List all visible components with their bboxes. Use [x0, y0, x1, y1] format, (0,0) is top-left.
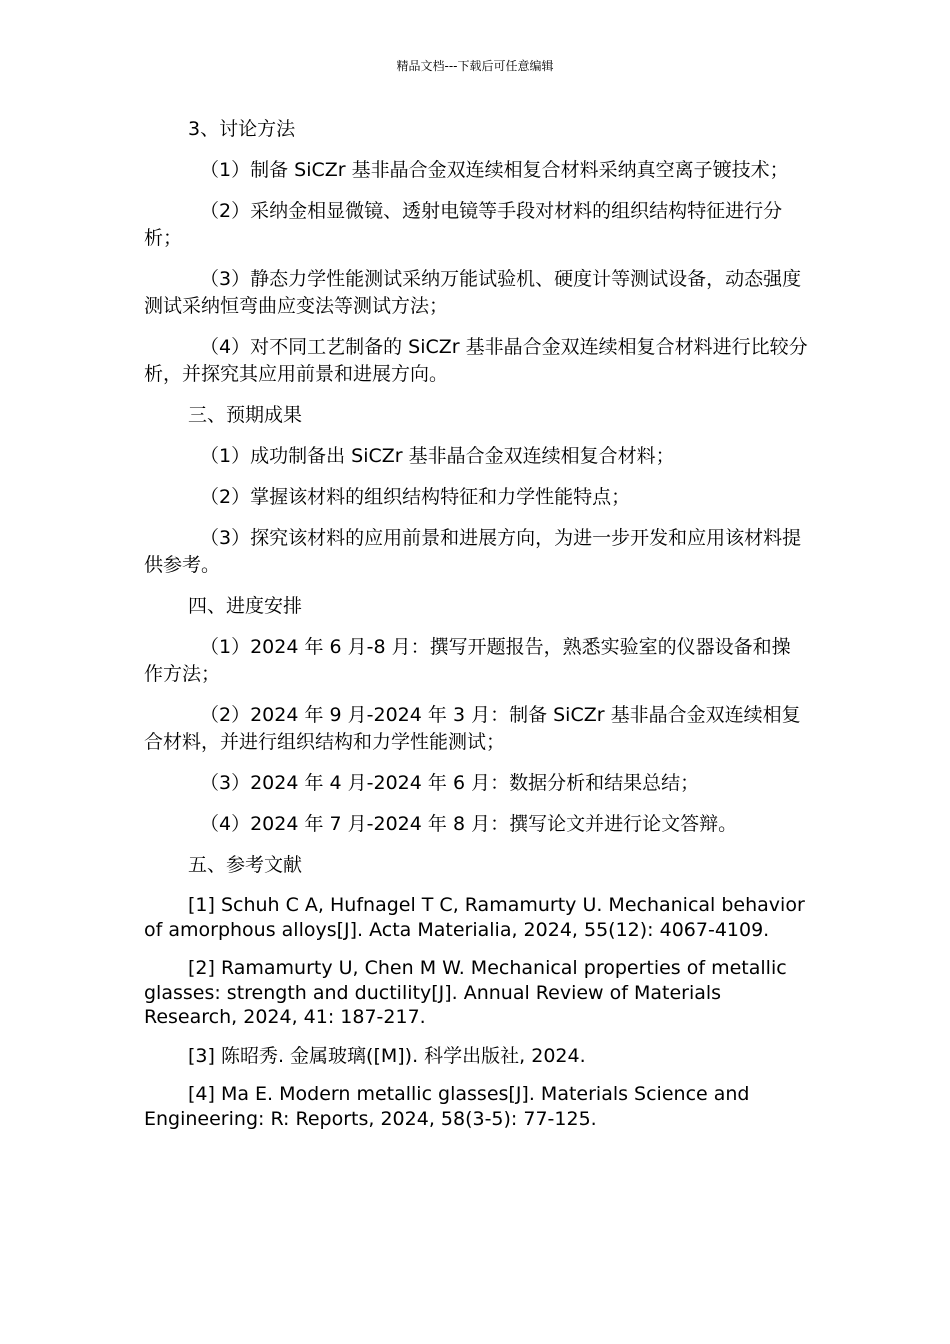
- outcome-item-1: （1）成功制备出 SiCZr 基非晶合金双连续相复合材料；: [200, 445, 675, 467]
- method-item-3: （3）静态力学性能测试采纳万能试验机、硬度计等测试设备，动态强度测试采纳恒弯曲应变法等测试方法；: [144, 268, 802, 317]
- section-heading-schedule: 四、进度安排: [188, 595, 303, 617]
- section-heading-methods: 3、讨论方法: [188, 118, 296, 140]
- method-item-2: （2）采纳金相显微镜、透射电镜等手段对材料的组织结构特征进行分析；: [144, 200, 783, 249]
- reference-4: [4] Ma E. Modern metallic glasses[J]. Materials Science and Engineering: R: Reports, 2024, 58(3-5): 77-125.: [144, 1083, 750, 1130]
- reference-3: [3] 陈昭秀. 金属玻璃([M]). 科学出版社, 2024.: [188, 1044, 586, 1067]
- section-heading-references: 五、参考文献: [188, 854, 303, 876]
- document-body: [144, 116, 808, 1145]
- schedule-item-4: （4）2024 年 7 月-2024 年 8 月：撰写论文并进行论文答辩。: [200, 813, 738, 835]
- outcome-item-3: （3）探究该材料的应用前景和进展方向，为进一步开发和应用该材料提供参考。: [144, 527, 802, 576]
- reference-1: [1] Schuh C A, Hufnagel T C, Ramamurty U. Mechanical behavior of amorphous alloys[J]. Acta Materialia, 2024, 55(12): 4067-4109.: [144, 894, 805, 941]
- schedule-item-2: （2）2024 年 9 月-2024 年 3 月：制备 SiCZr 基非晶合金双连续相复合材料，并进行组织结构和力学性能测试；: [144, 704, 801, 753]
- schedule-item-1: （1）2024 年 6 月-8 月：撰写开题报告，熟悉实验室的仪器设备和操作方法；: [144, 636, 791, 685]
- schedule-item-3: （3）2024 年 4 月-2024 年 6 月：数据分析和结果总结；: [200, 772, 700, 794]
- page-header: 精品文档---下载后可任意编辑: [396, 59, 554, 73]
- outcome-item-2: （2）掌握该材料的组织结构特征和力学性能特点；: [200, 486, 631, 508]
- reference-2: [2] Ramamurty U, Chen M W. Mechanical properties of metallic glasses: strength and ductility[J]. Annual Review of Materials Research, 2024, 41: 187-217.: [144, 957, 787, 1028]
- section-heading-outcomes: 三、预期成果: [188, 404, 303, 426]
- method-item-1: （1）制备 SiCZr 基非晶合金双连续相复合材料采纳真空离子镀技术；: [200, 159, 789, 181]
- method-item-4: （4）对不同工艺制备的 SiCZr 基非晶合金双连续相复合材料进行比较分析，并探究其应用前景和进展方向。: [144, 336, 808, 385]
